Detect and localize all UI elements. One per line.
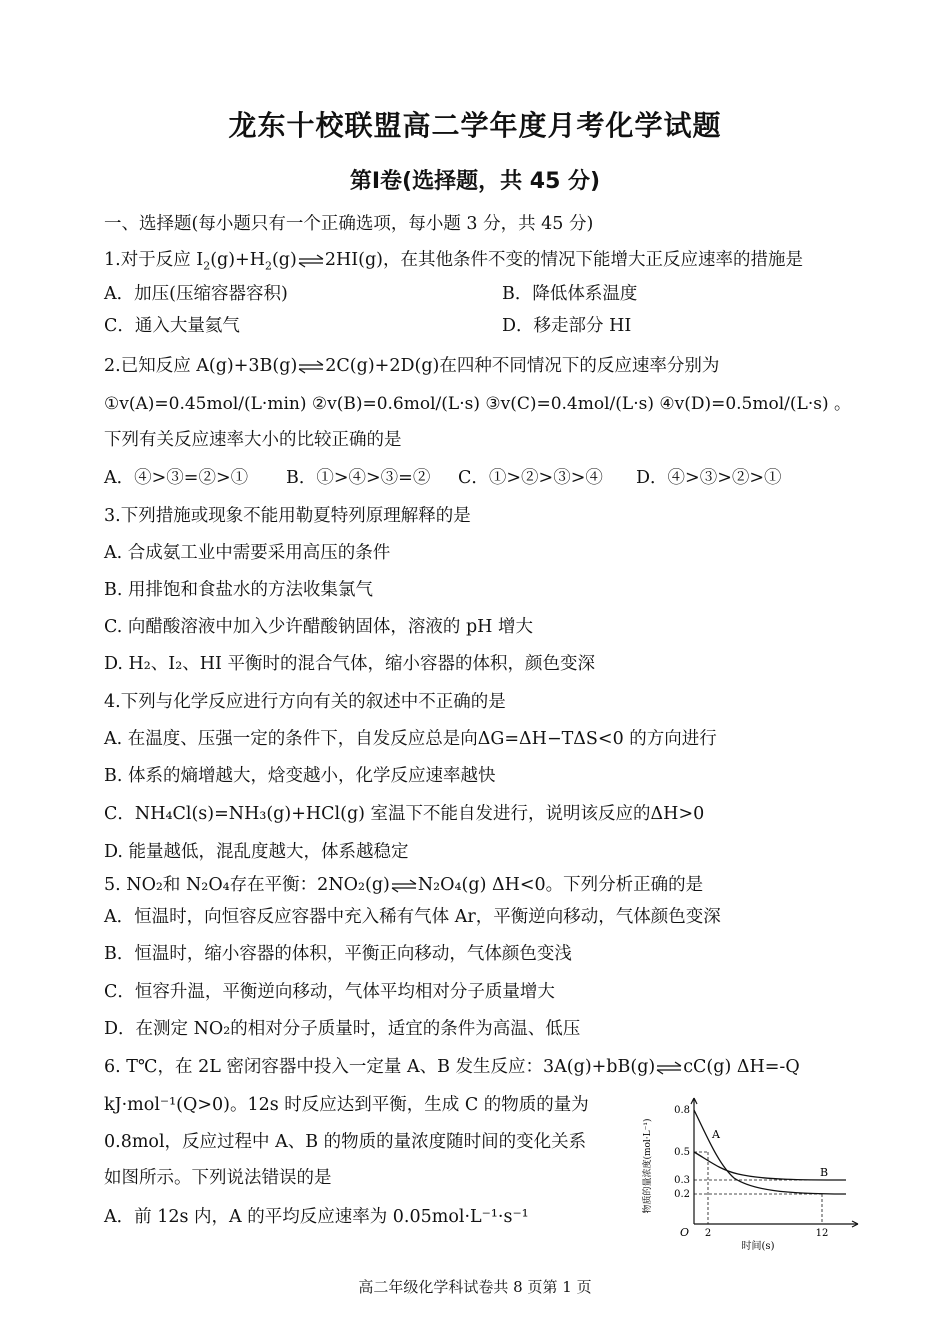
curve-a [694,1110,846,1194]
question-2-option-d: D．④>③>②>① [636,468,782,488]
question-2-option-b: B．①>④>③=② [286,468,431,488]
question-1-stem: 1.对于反应 $I_2(g)+H_2(g)$ 2HI(g)，在其他条件不变的情况下能增大正反应速率的措施是 [104,250,804,273]
question-2-option-a: A．④>③=②>① [104,468,249,488]
question-6-line-3: 0.8mol，反应过程中 A、B 的物质的量浓度随时间的变化关系 [104,1132,587,1152]
x-axis-label: 时间(s) [741,1241,775,1252]
question-1-option-c: C．通入大量氦气 [104,316,240,336]
y-tick-label: 0.5 [674,1147,690,1158]
question-4-option-d: D. 能量越低，混乱度越大，体系越稳定 [104,842,409,862]
question-3-option-d: D. H₂、I₂、HI 平衡时的混合气体，缩小容器的体积，颜色变深 [104,654,595,674]
curve-a-label: A [712,1128,720,1141]
y-tick-label: 0.2 [674,1189,690,1200]
question-6-stem: 6. T℃，在 2L 密闭容器中投入一定量 A、B 发生反应：3A(g)+bB(g) cC(g) ΔH=-Q [104,1057,800,1077]
page-footer: 高二年级化学科试卷共 8 页第 1 页 [358,1278,592,1296]
question-5-option-a: A．恒温时，向恒容反应容器中充入稀有气体 Ar，平衡逆向移动，气体颜色变深 [104,907,721,927]
question-4-option-a: A. 在温度、压强一定的条件下，自发反应总是向ΔG=ΔH−TΔS<0 的方向进行 [104,729,717,749]
question-3-option-a: A. 合成氨工业中需要采用高压的条件 [104,543,391,563]
question-1-option-b: B．降低体系温度 [502,284,638,304]
y-tick-label: 0.8 [674,1105,690,1116]
equilibrium-arrow-icon [298,254,324,268]
question-4-option-b: B. 体系的熵增越大，焓变越小，化学反应速率越快 [104,766,496,786]
question-6-option-a: A．前 12s 内，A 的平均反应速率为 0.05mol·L⁻¹·s⁻¹ [104,1207,529,1227]
question-1-option-a: A．加压(压缩容器容积) [104,284,288,304]
question-1-option-d: D．移走部分 HI [502,316,632,336]
question-6-line-4: 如图所示。下列说法错误的是 [104,1168,332,1188]
x-tick-label: 2 [704,1228,712,1239]
curve-b-label: B [820,1166,829,1179]
section-subtitle: 第Ⅰ卷(选择题，共 45 分) [349,169,601,194]
question-4-option-c: C．NH₄Cl(s)=NH₃(g)+HCl(g) 室温下不能自发进行，说明该反应的ΔH>0 [104,804,705,824]
y-tick-label: 0.3 [674,1175,690,1186]
x-tick-label: 12 [815,1228,829,1239]
page-title: 龙东十校联盟高二学年度月考化学试题 [228,109,722,142]
equilibrium-arrow-icon [656,1061,682,1075]
origin-label: O [680,1226,690,1239]
question-3-option-c: C. 向醋酸溶液中加入少许醋酸钠固体，溶液的 pH 增大 [104,617,533,637]
concentration-time-graph [634,1094,864,1254]
question-6-line-2: kJ·mol⁻¹(Q>0)。12s 时反应达到平衡，生成 C 的物质的量为 [104,1095,589,1115]
question-2-stem: 2.已知反应 A(g)+3B(g) 2C(g)+2D(g)在四种不同情况下的反应速率分别为 [104,356,720,376]
question-5-option-b: B．恒温时，缩小容器的体积，平衡正向移动，气体颜色变浅 [104,944,572,964]
question-3-option-b: B. 用排饱和食盐水的方法收集氯气 [104,580,373,600]
equilibrium-arrow-icon [391,879,417,893]
question-5-option-d: D．在测定 NO₂的相对分子质量时，适宜的条件为高温、低压 [104,1019,581,1039]
question-2-rates: ①v(A)=0.45mol/(L·min) ②v(B)=0.6mol/(L·s) ③v(C)=0.4mol/(L·s) ④v(D)=0.5mol/(L·s) 。 [104,394,851,414]
y-axis-label: 物质的量浓度(mol·L⁻¹) [643,1118,653,1214]
question-3-stem: 3.下列措施或现象不能用勒夏特列原理解释的是 [104,506,471,526]
question-2-option-c: C．①>②>③>④ [458,468,603,488]
question-2-question: 下列有关反应速率大小的比较正确的是 [104,430,402,450]
question-5-stem: 5. NO₂和 N₂O₄存在平衡：2NO₂(g) N₂O₄(g) ΔH<0。下列分析正确的是 [104,875,704,895]
question-4-stem: 4.下列与化学反应进行方向有关的叙述中不正确的是 [104,692,506,712]
question-5-option-c: C．恒容升温，平衡逆向移动，气体平均相对分子质量增大 [104,982,555,1002]
equilibrium-arrow-icon [298,360,324,374]
section-instructions: 一、选择题(每小题只有一个正确选项，每小题 3 分，共 45 分) [104,214,594,234]
